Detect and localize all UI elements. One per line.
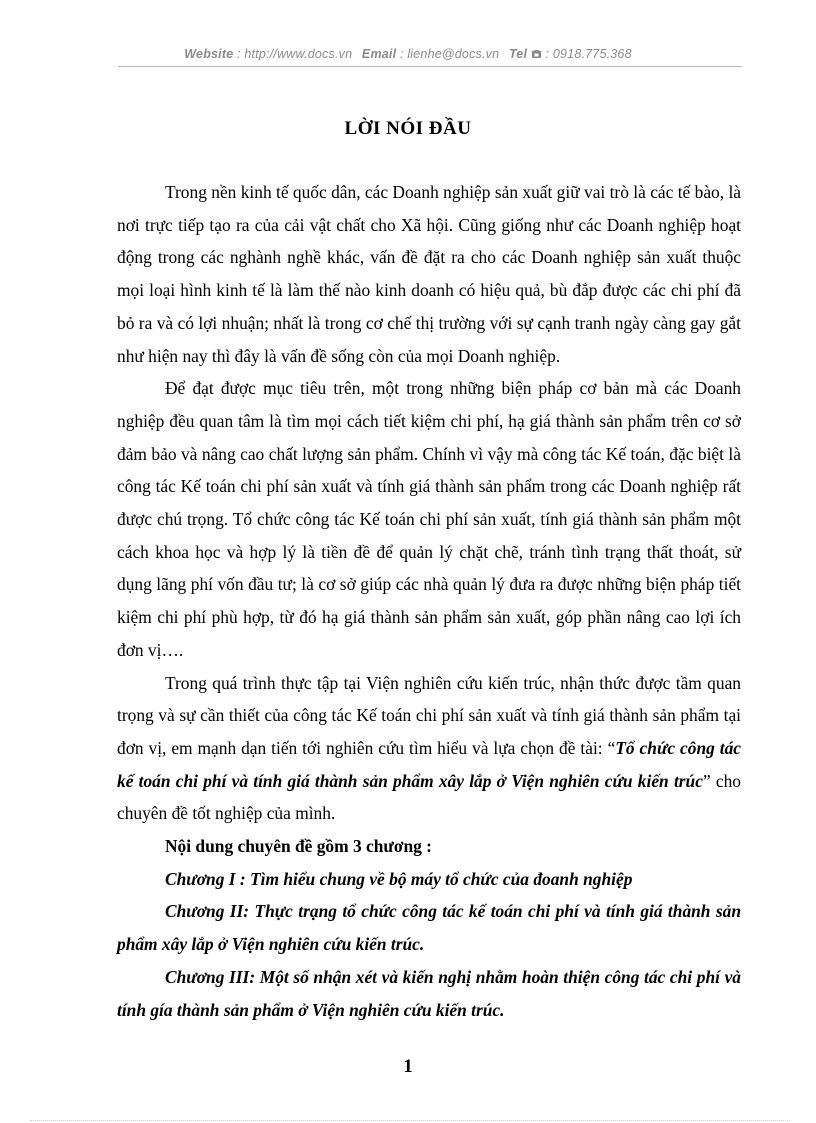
tel-number: : 0918.775.368 bbox=[545, 47, 632, 61]
phone-icon bbox=[531, 47, 546, 61]
website-url: : http://www.docs.vn bbox=[237, 47, 353, 61]
page-number: 1 bbox=[403, 1056, 413, 1077]
topic-outro: ” cho chuyên đề tốt nghiệp của mình. bbox=[117, 770, 741, 824]
chapter-item: Chương II: Thực trạng tổ chức công tác kế toán chi phí và tính giá thành sản phẩm xây lắp ở Viện nghiên cứu kiến trúc. bbox=[117, 901, 741, 955]
document-body bbox=[117, 176, 741, 1026]
paragraph-topic bbox=[117, 667, 741, 831]
page-title: LỜI NÓI ĐẦU bbox=[344, 118, 472, 139]
email-label: Email bbox=[361, 47, 397, 61]
header-divider bbox=[118, 66, 742, 67]
page-header bbox=[0, 47, 816, 61]
chapter-item: Chương III: Một số nhận xét và kiến nghị nhằm hoàn thiện công tác chi phí và tính gía thành sản phẩm ở Viện nghiên cứu kiến trúc. bbox=[117, 966, 741, 1020]
topic-title: Tổ chức công tác kế toán chi phí và tính giá thành sản phẩm xây lắp ở Viện nghiên cứu kiến trúc bbox=[117, 737, 741, 791]
topic-intro: Trong quá trình thực tập tại Viện nghiên cứu kiến trúc, nhận thức được tầm quan trọng và sự cần thiết của công tác Kế toán chi phí sản xuất và tính giá thành sản phẩm tại đơn vị, em mạnh dạn tiến tới nghiên cứu tìm hiểu và lựa chọn đề tài: “ bbox=[117, 672, 741, 758]
email-address: : lienhe@docs.vn bbox=[399, 47, 500, 61]
tel-label: Tel bbox=[508, 47, 528, 61]
paragraph: Để đạt được mục tiêu trên, một trong những biện pháp cơ bản mà các Doanh nghiệp đều quan tâm là tìm mọi cách tiết kiệm chi phí, hạ giá thành sản phẩm trên cơ sở đảm bảo và nâng cao chất lượng sản phẩm. Chính vì vậy mà công tác Kế toán, đặc biệt là công tác Kế toán chi phí sản xuất và tính giá thành sản phẩm trong các Doanh nghiệp rất được chú trọng. Tổ chức công tác Kế toán chi phí sản xuất, tính giá thành sản phẩm một cách khoa học và hợp lý là tiền đề để quản lý chặt chẽ, tránh tình trạng thất thoát, sử dụng lãng phí vốn đầu tư; là cơ sở giúp các nhà quản lý đưa ra được những biện pháp tiết kiệm chi phí phù hợp, từ đó hạ giá thành sản phẩm sản xuất, góp phần nâng cao lợi ích đơn vị…. bbox=[117, 378, 741, 660]
paragraph: Trong nền kinh tế quốc dân, các Doanh nghiệp sản xuất giữ vai trò là các tế bào, là nơi trực tiếp tạo ra của cải vật chất cho Xã hội. Cũng giống như các Doanh nghiệp hoạt động trong các nghành nghề khác, vấn đề đặt ra cho các Doanh nghiệp sản xuất thuộc mọi loại hình kinh tế là làm thế nào kinh doanh có hiệu quả, bù đắp được các chi phí đã bỏ ra và có lợi nhuận; nhất là trong cơ chế thị trường với sự cạnh tranh ngày càng gay gắt như hiện nay thì đây là vấn đề sống còn của mọi Doanh nghiệp. bbox=[117, 182, 741, 366]
contents-heading: Nội dung chuyên đề gồm 3 chương : bbox=[165, 836, 432, 857]
chapter-item: Chương I : Tìm hiểu chung về bộ máy tổ chức của đoanh nghiệp bbox=[165, 868, 633, 889]
footer-divider bbox=[30, 1120, 790, 1121]
website-label: Website bbox=[184, 47, 234, 61]
